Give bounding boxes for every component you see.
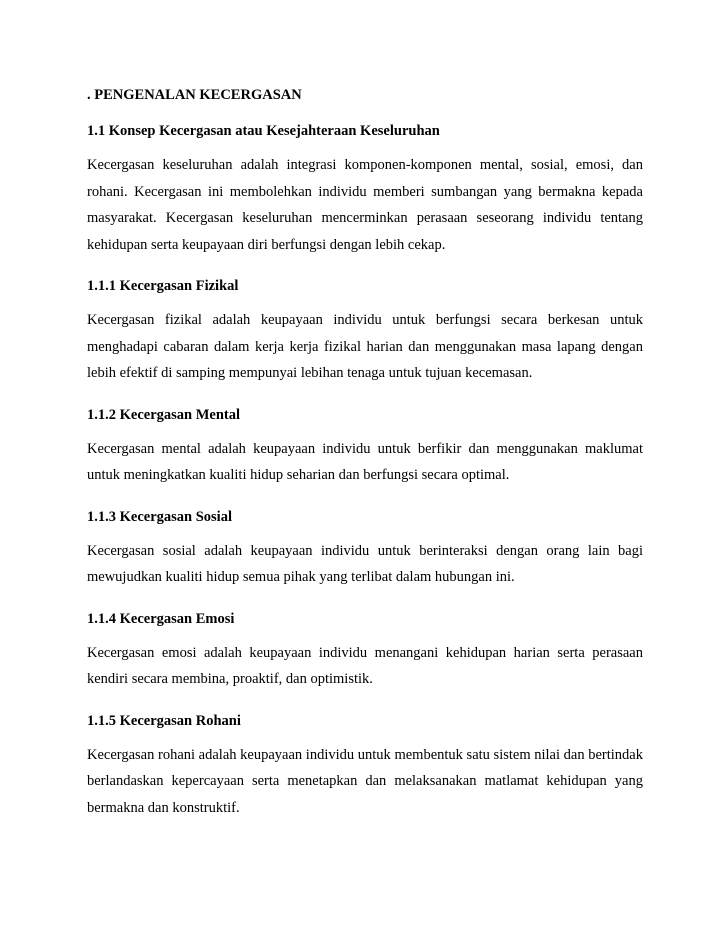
document-title: . PENGENALAN KECERGASAN: [87, 87, 302, 103]
section-paragraph: Kecergasan sosial adalah keupayaan individu untuk berinteraksi dengan orang lain bagi mewujudkan kualiti hidup semua pihak yang terlibat dalam hubungan ini.: [87, 542, 643, 585]
section-kecergasan-mental: [87, 405, 643, 489]
section-heading: 1.1.4 Kecergasan Emosi: [87, 610, 235, 627]
section-heading: 1.1 Konsep Kecergasan atau Kesejahteraan Keseluruhan: [87, 123, 440, 139]
section-kecergasan-emosi: [87, 609, 643, 693]
section-kecergasan-sosial: [87, 507, 643, 591]
section-paragraph: Kecergasan mental adalah keupayaan individu untuk berfikir dan menggunakan maklumat untuk meningkatkan kualiti hidup seharian dan berfungsi secara optimal.: [87, 440, 643, 483]
section-paragraph: Kecergasan fizikal adalah keupayaan individu untuk berfungsi secara berkesan untuk menghadapi cabaran dalam kerja kerja fizikal harian dan menggunakan masa lapang dengan lebih efektif di samping mempunyai lebihan tenaga untuk tujuan kecemasan.: [87, 312, 643, 381]
section-heading: 1.1.5 Kecergasan Rohani: [87, 712, 241, 729]
section-kecergasan-rohani: [87, 711, 643, 822]
section-heading: 1.1.1 Kecergasan Fizikal: [87, 278, 239, 294]
section-heading: 1.1.2 Kecergasan Mental: [87, 406, 241, 423]
section-paragraph: Kecergasan keseluruhan adalah integrasi komponen-komponen mental, sosial, emosi, dan rohani. Kecergasan ini membolehkan individu memberi sumbangan yang bermakna kepada masyarakat. Kecergasan keseluruhan mencerminkan perasaan seseorang individu tentang kehidupan serta keupayaan diri berfungsi dengan lebih cekap.: [87, 157, 643, 253]
section-heading: 1.1.3 Kecergasan Sosial: [87, 508, 232, 525]
section-konsep-kecergasan: [87, 121, 643, 258]
section-paragraph: Kecergasan emosi adalah keupayaan individu menangani kehidupan harian serta perasaan kendiri secara membina, proaktif, dan optimistik.: [87, 644, 643, 687]
section-paragraph: Kecergasan rohani adalah keupayaan individu untuk membentuk satu sistem nilai dan bertindak berlandaskan kepercayaan serta menetapkan dan melaksanakan matlamat kehidupan yang bermakna dan konstruktif.: [87, 746, 643, 816]
document-page: [87, 85, 643, 821]
section-kecergasan-fizikal: [87, 276, 643, 387]
